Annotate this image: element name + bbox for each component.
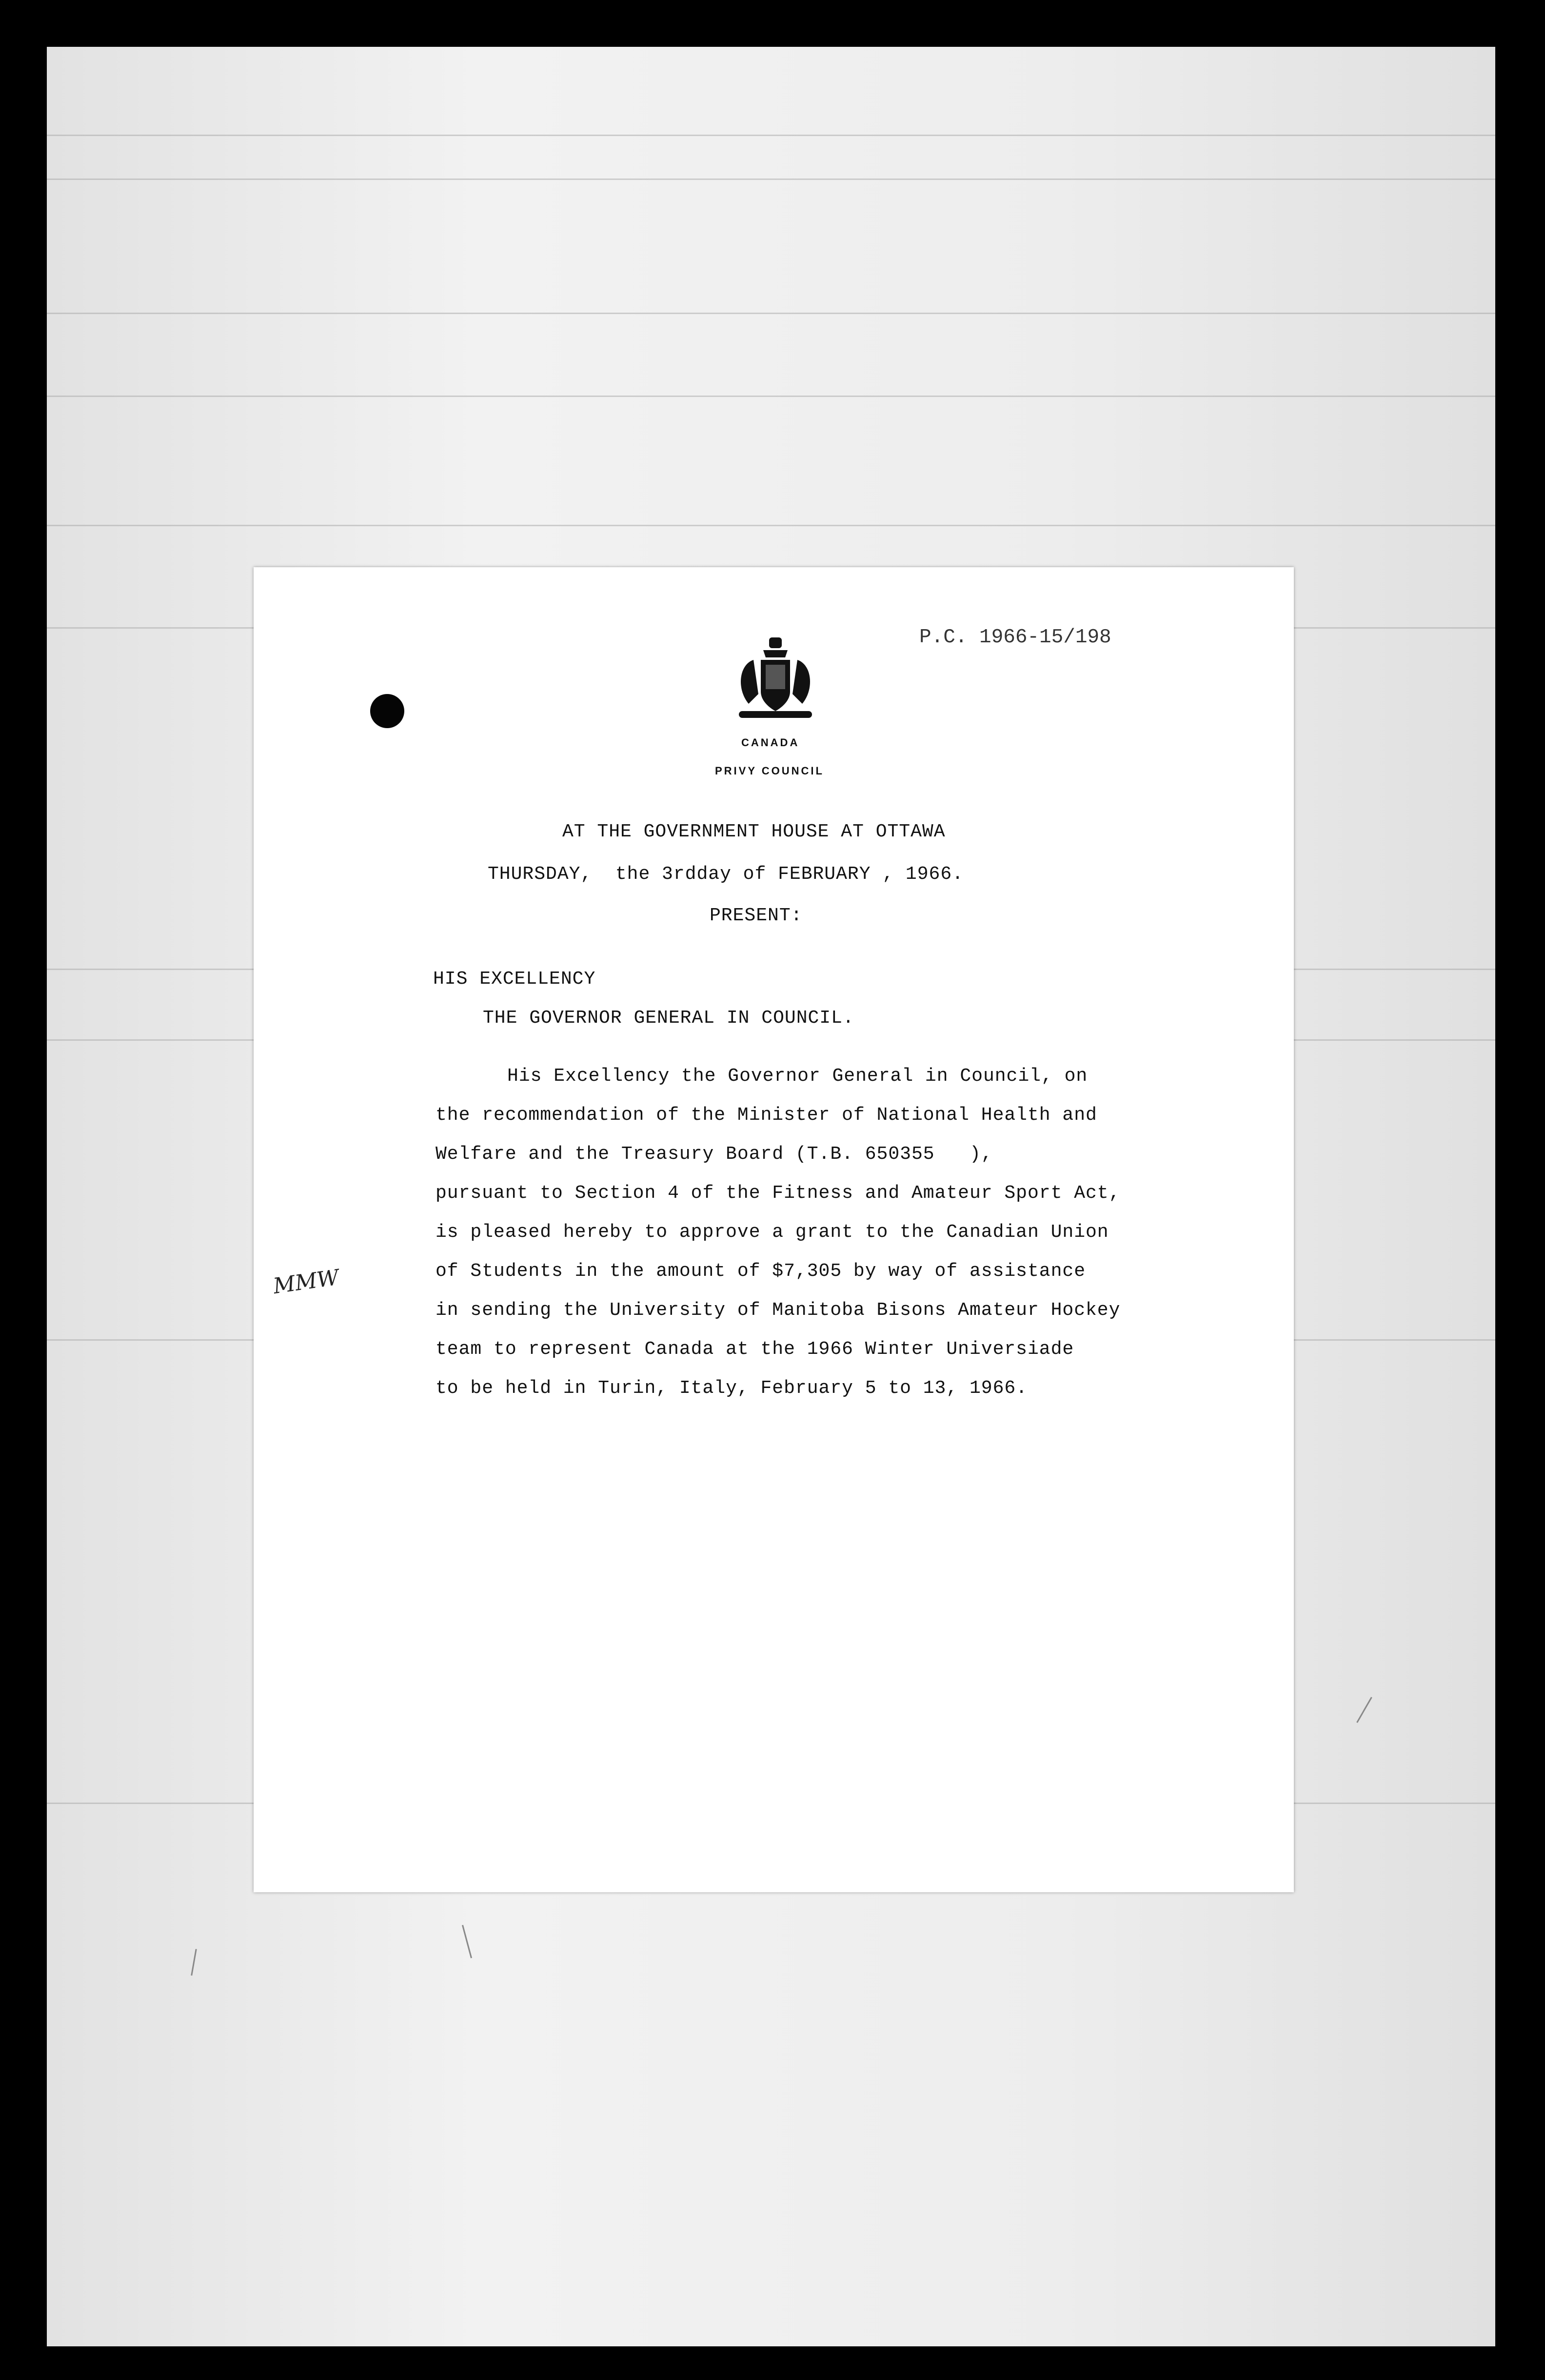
order-reference-number: P.C. 1966-15/198 xyxy=(919,626,1111,649)
body-line: in sending the University of Manitoba Bisons Amateur Hockey xyxy=(436,1300,1121,1321)
document-page xyxy=(254,567,1294,1892)
body-line: to be held in Turin, Italy, February 5 to 13, 1966. xyxy=(436,1378,1028,1399)
present-label: PRESENT: xyxy=(710,905,803,926)
handwritten-initials: MMW xyxy=(272,1265,341,1299)
body-line: pursuant to Section 4 of the Fitness and Amateur Sport Act, xyxy=(436,1183,1121,1204)
date-line: THURSDAY, the 3rdday of FEBRUARY , 1966. xyxy=(488,864,964,885)
body-line: the recommendation of the Minister of National Health and xyxy=(436,1105,1097,1126)
body-line: of Students in the amount of $7,305 by way of assistance xyxy=(436,1261,1086,1282)
attendee-line-1: HIS EXCELLENCY xyxy=(433,969,596,990)
body-line: His Excellency the Governor General in Council, on xyxy=(507,1066,1088,1087)
coat-of-arms-icon xyxy=(729,635,822,723)
body-line: team to represent Canada at the 1966 Winter Universiade xyxy=(436,1339,1074,1360)
body-line: Welfare and the Treasury Board (T.B. 650355 ), xyxy=(436,1144,993,1165)
body-line: is pleased hereby to approve a grant to the Canadian Union xyxy=(436,1222,1109,1243)
punch-hole xyxy=(370,694,404,728)
attendee-line-2: THE GOVERNOR GENERAL IN COUNCIL. xyxy=(483,1008,854,1029)
location-heading: AT THE GOVERNMENT HOUSE AT OTTAWA xyxy=(562,821,946,842)
letterhead-council: PRIVY COUNCIL xyxy=(715,765,824,777)
letterhead-country: CANADA xyxy=(741,736,800,749)
